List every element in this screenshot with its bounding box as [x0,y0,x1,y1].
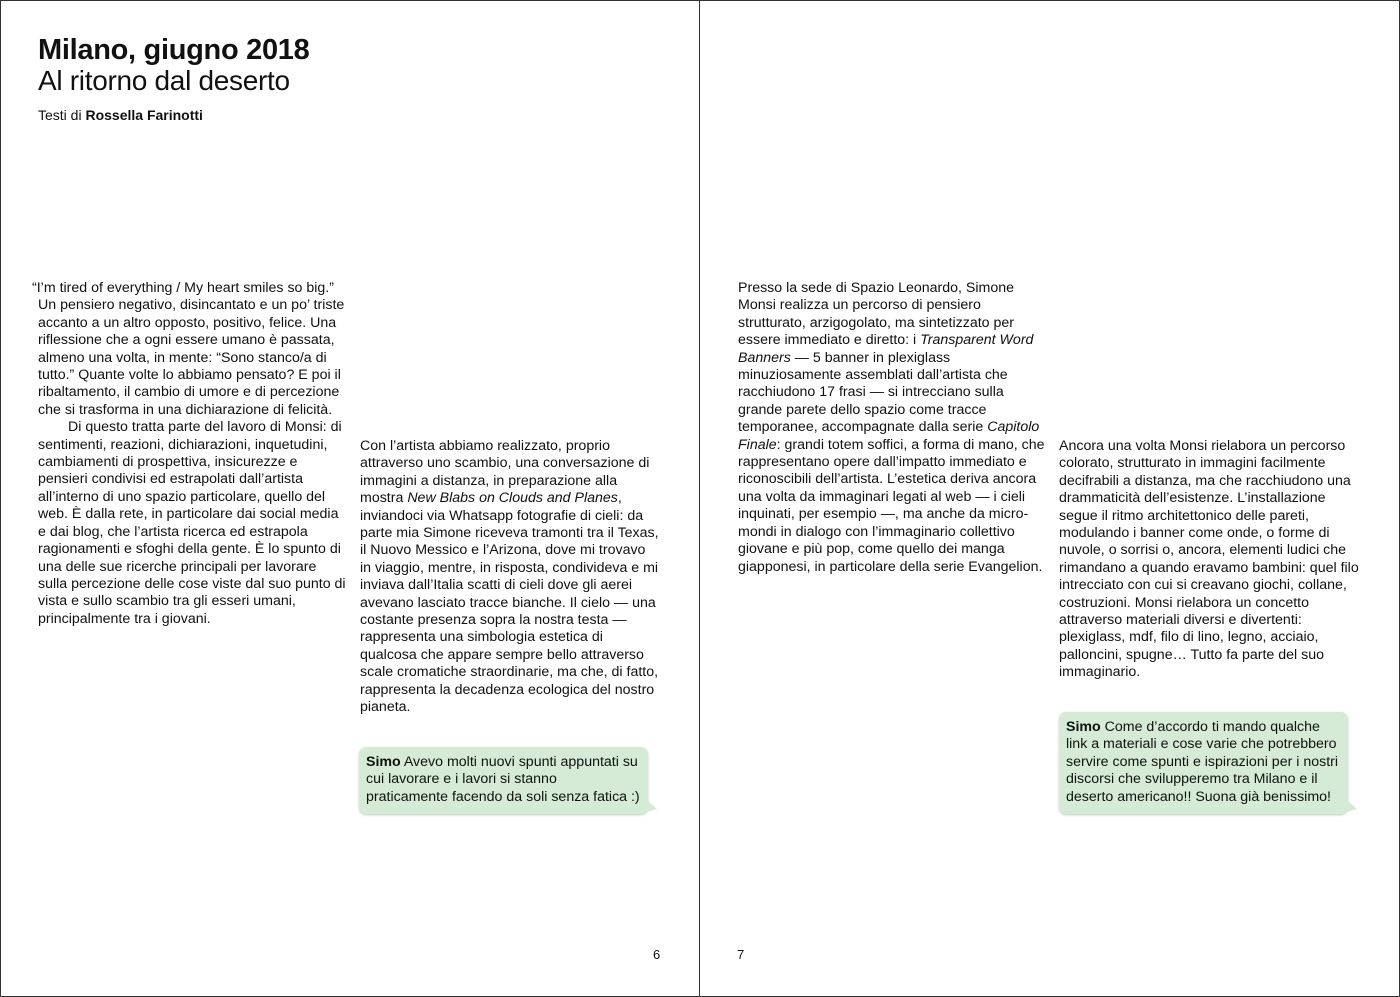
left-paragraph-1: “I’m tired of everything / My heart smiles so big.” Un pensiero negativo, disincantato e un po’ triste accanto a un altro opposto, positivo, felice. Una riflessione che a ogni essere umano è passata, almeno una volta, in mente: “Sono stanco/a di tutto.” Quante volte lo abbiamo pensato? E poi il ribaltamento, il cambio di umore e di percezione che si trasforma in una dichiarazione di felicità. [32,280,345,418]
text-span: : grandi totem soffici, a forma di mano, che rappresentano opere dall’impatto immediato e riconoscibili dell’artista. L’estetica deriva ancora una volta da immaginari legati al web — i cieli inquinati, per esempio —, ma anche da micro-mondi in dialogo con l’immaginario collettivo giovane e più pop, come quello dei manga giapponesi, in particolare della serie Evangelion. [738,436,1045,575]
right-column-2-paragraph: Ancora una volta Monsi rielabora un percorso colorato, strutturato in immagini facilmente decifrabili a distanza, ma che racchiudono una drammaticità dell’esistenze. L’installazione segue il ritmo architettonico delle pareti, modulando i banner come onde, o forme di nuvole, o sorrisi o, ancora, elementi ludici che rimandano a quando eravamo bambini: quel filo intrecciato con cui si creavano giochi, collane, costruzioni. Monsi rielabora un concetto attraverso materiali diversi e divertenti: plexiglass, mdf, filo di lino, legno, acciaio, palloncini, spugne… Tutto fa parte del suo immaginario. [1059,438,1359,681]
message-text: Avevo molti nuovi spunti appuntati su cui lavorare e i lavori si stanno praticamente facendo da soli senza fatica :) [366,754,640,805]
exhibition-title: New Blabs on Clouds and Planes [407,490,618,507]
message-text: Come d’accordo ti mando qualche link a materiali e cose varie che potrebbero servire come spunti e ispirazioni per i nostri discorsi che svilupperemo tra Milano e il deserto americano!! Suona già benissimo! [1066,719,1339,805]
page-title: Milano, giugno 2018 [38,34,310,66]
page-number-left: 6 [653,947,661,962]
page-fold-line [699,0,700,997]
text-span: , inviandoci via Whatsapp fotografie di cieli: da parte mia Simone riceveva tramonti tra il Texas, il Nuovo Messico e l’Arizona, dove mi trovavo in viaggio, mentre, in risposta, condivideva e mi inviava dall’Italia scatti di cieli dove gli aerei avevano lasciato tracce bianche. Il cielo — una costante presenza sopra la nostra testa — rappresenta una simbologia estetica di qualcosa che appare sempre bello attraverso scale cromatiche straordinarie, ma che, di fatto, rappresenta la decadenza ecologica del nostro pianeta. [360,490,659,716]
message-sender: Simo [1066,719,1101,735]
artwork-title: Transparent Word Banners [738,332,1034,366]
title-block [38,34,309,124]
text-span: Presso la sede di Spazio Leonardo, Simone Monsi realizza un percorso di pensiero strutturato, arzigogolato, ma sintetizzato per essere immediato e diretto: i [738,280,1015,349]
right-column-2 [1059,438,1365,682]
text-span: — 5 banner in plexiglass minuziosamente assemblati dall’artista che racchiudono 17 frasi — si intrecciano sulla grande parete dello spazio come tracce temporanee, accompagnate dalla serie [738,349,1008,436]
left-column-2 [360,438,660,717]
credits [38,106,309,124]
message-sender: Simo [366,754,401,770]
bubble-tail [647,800,657,812]
text-span: Con l’artista abbiamo realizzato, proprio attraverso uno scambio, una conversazione di immagini a distanza, in preparazione alla mostra [360,438,650,507]
page-number-right: 7 [737,947,745,962]
right-column-1 [738,280,1050,576]
credits-prefix: Testi di [38,107,86,123]
right-column-1-paragraph [738,280,1050,576]
page-subtitle: Al ritorno dal deserto [38,65,290,96]
left-column-1 [32,280,348,628]
credits-author: Rossella Farinotti [85,107,203,123]
left-column-2-paragraph [360,438,660,717]
left-paragraph-2: Di questo tratta parte del lavoro di Monsi: di sentimenti, reazioni, dichiarazioni, inquetudini, cambiamenti di prospettiva, insicurezze e pensieri condivisi ed estrapolati dall’artista all’interno di uno spazio particolare, quello del web. È dalla rete, in particolare dai social media e dai blog, che l’artista ricerca ed estrapola ragionamenti e sfoghi della gente. È lo spunto di una delle sue ricerche principali per lavorare sulla percezione delle cose viste dal suo punto di vista e sullo scambio tra gli esseri umani, principalmente tra i giovani. [38,419,346,627]
chat-bubble-right [1059,712,1348,814]
artwork-title: Capitolo Finale [738,419,1040,453]
bubble-tail [1347,800,1357,812]
chat-bubble-left [359,747,648,814]
